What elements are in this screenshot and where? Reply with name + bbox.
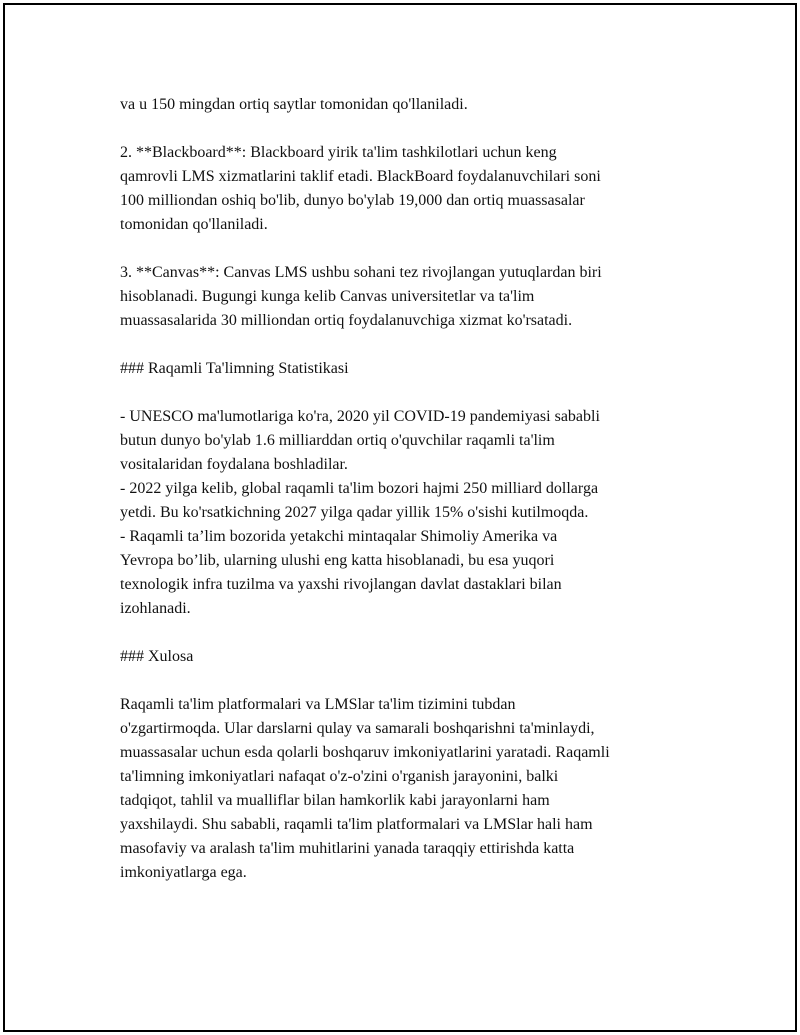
- text-line: 100 milliondan oshiq bo'lib, dunyo bo'ylab 19,000 dan ortiq muassasalar: [120, 192, 585, 209]
- list-item-line: izohlanadi.: [120, 600, 191, 617]
- heading-text: ### Xulosa: [120, 648, 194, 665]
- text-line: ta'limning imkoniyatlari nafaqat o'z-o'zini o'rganish jarayonini, balki: [120, 768, 559, 785]
- text-line: imkoniyatlarga ega.: [120, 864, 247, 881]
- text-line: hisoblanadi. Bugungi kunga kelib Canvas universitetlar va ta'lim: [120, 288, 535, 305]
- paragraph-gap: [120, 237, 695, 261]
- paragraph-wordpress-tail: [120, 93, 695, 117]
- text-line: 2. **Blackboard**: Blackboard yirik ta'lim tashkilotlari uchun keng: [120, 144, 557, 161]
- list-item-line: Yevropa bo’lib, ularning ulushi eng katta hisoblanadi, bu esa yuqori: [120, 552, 555, 569]
- text-line: o'zgartirmoqda. Ular darslarni qulay va samarali boshqarishni ta'minlaydi,: [120, 720, 595, 737]
- paragraph-gap: [120, 621, 695, 645]
- section-heading-statistics: [120, 357, 695, 381]
- list-item-line: texnologik infra tuzilma va yaxshi rivojlangan davlat dastaklari bilan: [120, 576, 562, 593]
- text-line: tomonidan qo'llaniladi.: [120, 216, 268, 233]
- section-heading-conclusion: [120, 645, 695, 669]
- paragraph-gap: [120, 333, 695, 357]
- list-item-line: - Raqamli ta’lim bozorida yetakchi mintaqalar Shimoliy Amerika va: [120, 528, 558, 545]
- paragraph-gap: [120, 117, 695, 141]
- text-line: masofaviy va aralash ta'lim muhitlarini yanada taraqqiy ettirishda katta: [120, 840, 575, 857]
- text-line: 3. **Canvas**: Canvas LMS ushbu sohani tez rivojlangan yutuqlardan biri: [120, 264, 602, 281]
- text-line: Raqamli ta'lim platformalari va LMSlar ta'lim tizimini tubdan: [120, 696, 516, 713]
- statistics-list: [120, 405, 695, 621]
- heading-text: ### Raqamli Ta'limning Statistikasi: [120, 360, 349, 377]
- paragraph-gap: [120, 381, 695, 405]
- paragraph-gap: [120, 669, 695, 693]
- list-item-line: - 2022 yilga kelib, global raqamli ta'lim bozori hajmi 250 milliard dollarga: [120, 480, 599, 497]
- text-line: va u 150 mingdan ortiq saytlar tomonidan qo'llaniladi.: [120, 96, 468, 113]
- list-item-line: vositalaridan foydalana boshladilar.: [120, 456, 348, 473]
- paragraph-blackboard: [120, 141, 695, 237]
- list-item-line: - UNESCO ma'lumotlariga ko'ra, 2020 yil COVID-19 pandemiyasi sababli: [120, 408, 600, 425]
- page-border: [3, 3, 797, 1032]
- list-item-line: butun dunyo bo'ylab 1.6 milliarddan ortiq o'quvchilar raqamli ta'lim: [120, 432, 555, 449]
- text-line: tadqiqot, tahlil va mualliflar bilan hamkorlik kabi jarayonlarni ham: [120, 792, 550, 809]
- document-body: [120, 93, 695, 885]
- paragraph-canvas: [120, 261, 695, 333]
- paragraph-conclusion: [120, 693, 695, 885]
- text-line: yaxshilaydi. Shu sababli, raqamli ta'lim platformalari va LMSlar hali ham: [120, 816, 593, 833]
- text-line: qamrovli LMS xizmatlarini taklif etadi. BlackBoard foydalanuvchilari soni: [120, 168, 601, 185]
- text-line: muassasalarida 30 milliondan ortiq foydalanuvchiga xizmat ko'rsatadi.: [120, 312, 573, 329]
- list-item-line: yetdi. Bu ko'rsatkichning 2027 yilga qadar yillik 15% o'sishi kutilmoqda.: [120, 504, 589, 521]
- text-line: muassasalar uchun esda qolarli boshqaruv imkoniyatlarini yaratadi. Raqamli: [120, 744, 610, 761]
